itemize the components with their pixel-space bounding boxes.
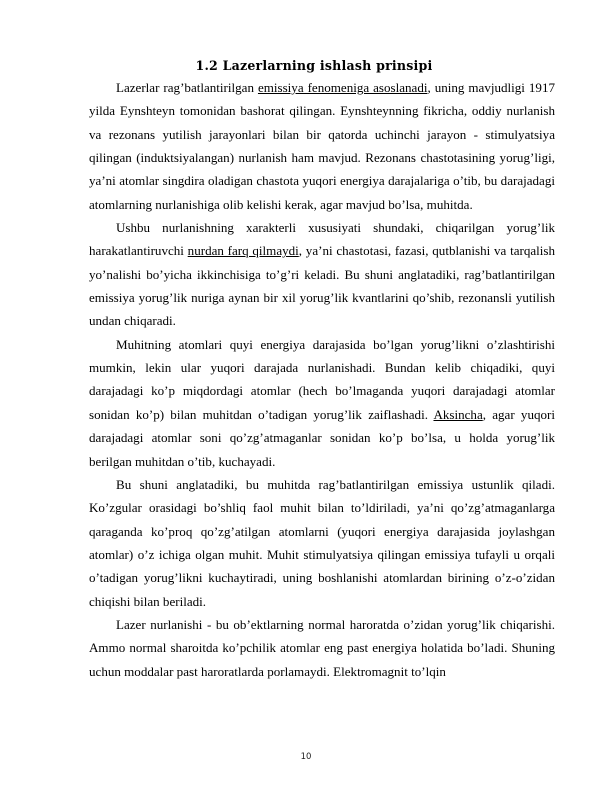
- paragraph-text: , agar yuqori darajadagi atomlar soni qo’zg’atmaganlar sonidan ko’p bo’lsa, u holda yorug’lik berilgan muhitdan o’tib, kuchayadi.: [89, 406, 555, 469]
- underlined-link[interactable]: Aksincha: [433, 406, 483, 422]
- paragraph-text: Lazerlar rag’batlantirilgan: [116, 80, 258, 95]
- page-number: 10: [300, 752, 312, 762]
- paragraph-4: [89, 473, 555, 613]
- paragraph-3: [89, 333, 555, 473]
- paragraph-2: [89, 216, 555, 333]
- section-title: 1.2 Lazerlarning ishlash prinsipi: [195, 58, 433, 73]
- underlined-link[interactable]: nurdan farq qilmaydi: [187, 243, 299, 259]
- paragraph-text: , ya’ni chastotasi, fazasi, qutblanishi va tarqalish yo’nalishi bo’yicha ikkinchisiga to’g’ri keladi. Bu shuni anglatadiki, rag’batlantirilgan emissiya yorug’lik nuriga aynan bir xil yorug’lik kvantlarini qo’shib, rezonansli yutilish undan chiqaradi.: [89, 243, 555, 329]
- paragraph-text: Ushbu nurlanishning xarakterli xususiyati shundaki, chiqarilgan yorug’lik harakatlantiruvchi: [89, 220, 555, 259]
- paragraph-5: [89, 613, 555, 683]
- paragraph-text: , uning mavjudligi 1917 yilda Eynshteyn tomonidan bashorat qilingan. Eynshteynning fikricha, oddiy nurlanish va rezonans yutilish jarayonlari bilan bir qatorda uchinchi jarayon - stimulyatsiya qilingan (induktsiyalangan) nurlanish ham mavjud. Rezonans chastotasining yorug’ligi, ya’ni atomlar singdira oladigan chastota yuqori energiya darajalariga o’tib, bu darajadagi atomlarning nurlanishiga olib kelishi kerak, agar mavjud bo’lsa, muhitda.: [89, 80, 555, 212]
- document-body: [89, 76, 555, 683]
- paragraph-text: Bu shuni anglatadiki, bu muhitda rag’batlantirilgan emissiya ustunlik qiladi. Ko’zgular orasidagi bo’shliq faol muhit bilan to’ldiriladi, ya’ni qo’zg’atmaganlarga qaraganda ko’proq qo’zg’atilgan atomlarni (yuqori energiya darajasida joylashgan atomlar) o’z ichiga olgan muhit. Muhit stimulyatsiya qilingan emissiya tufayli u orqali o’tadigan yorug’likni kuchaytiradi, uning boshlanishi atomlardan birining o’z-o’zidan chiqishi bilan beriladi.: [89, 476, 555, 609]
- paragraph-text: Muhitning atomlari quyi energiya darajasida bo’lgan yorug’likni o’zlashtirishi mumkin, lekin ular yuqori darajada nurlanishadi. Bundan kelib chiqadiki, quyi darajadagi ko’p miqdordagi atomlar (hech bo’lmaganda yuqori darajadagi atomlar sonidan ko’p) bilan muhitdan o’tadigan yorug’lik zaiflashadi.: [89, 336, 555, 422]
- underlined-link[interactable]: emissiya fenomeniga asoslanadi: [257, 80, 428, 95]
- paragraph-1: [89, 76, 555, 216]
- paragraph-text: Lazer nurlanishi - bu ob’ektlarning normal haroratda o’zidan yorug’lik chiqarishi. Ammo normal sharoitda ko’pchilik atomlar eng past energiya holatida bo’ladi. Shuning uchun moddalar past haroratlarda porlamaydi. Elektromagnit to’lqin: [89, 616, 555, 679]
